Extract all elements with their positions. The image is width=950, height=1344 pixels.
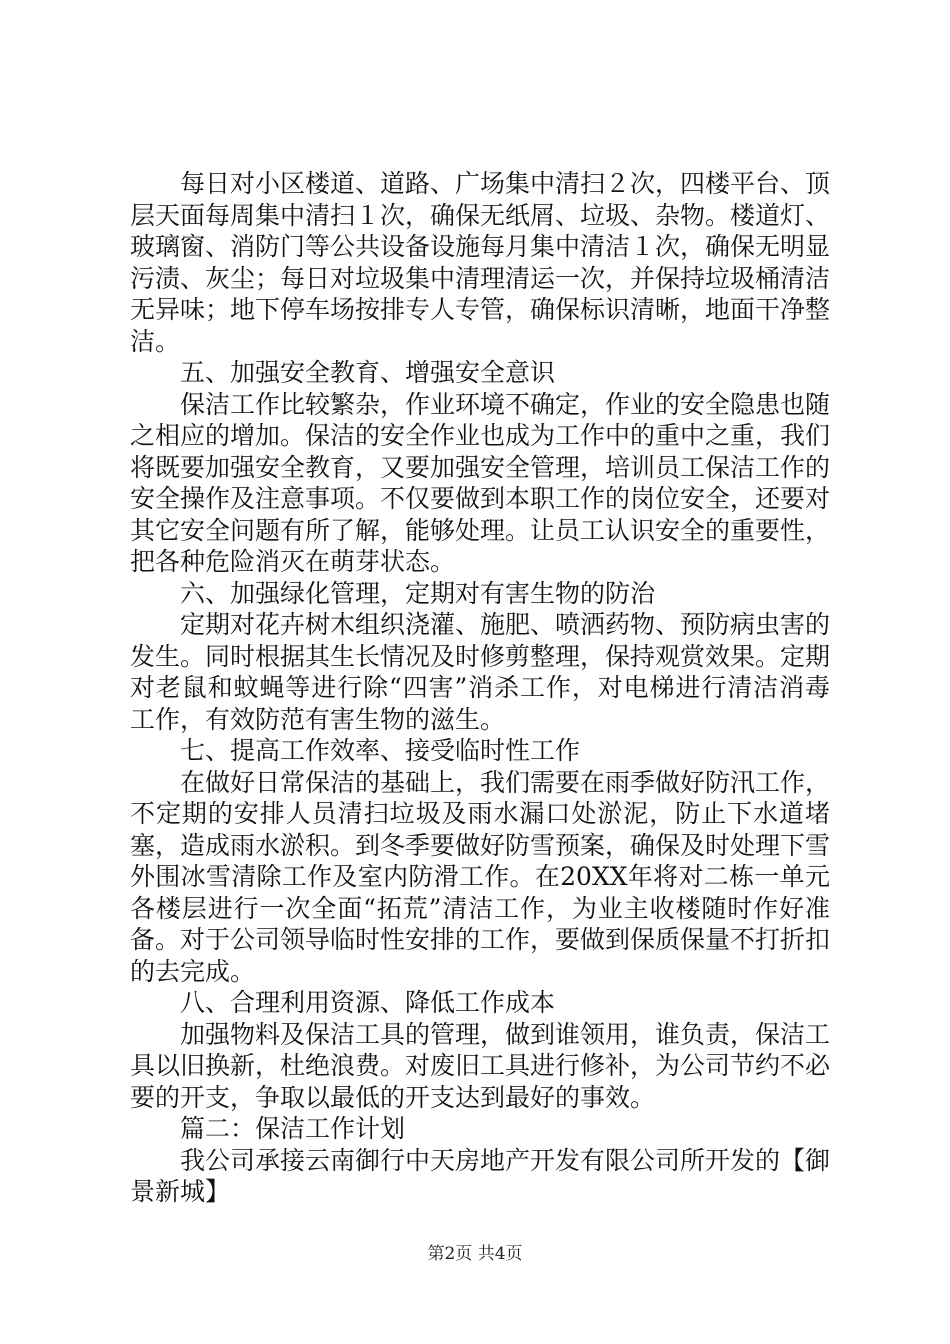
body-paragraph: 在做好日常保洁的基础上，我们需要在雨季做好防汛工作，不定期的安排人员清扫垃圾及雨水漏口处淤泥，防止下水道堵塞，造成雨水淤积。到冬季要做好防雪预案，确保及时处理下雪外围冰雪清除工作及室内防滑工作。在20XX年将对二栋一单元各楼层进行一次全面“拓荒”清洁工作，为业主收楼随时作好准备。对于公司领导临时性安排的工作，要做到保质保量不打折扣的去完成。 bbox=[130, 767, 831, 986]
section-heading: 六、加强绿化管理，定期对有害生物的防治 bbox=[180, 578, 656, 608]
body-paragraph: 我公司承接云南御行中天房地产开发有限公司所开发的【御景新城】 bbox=[130, 1145, 831, 1206]
section-heading: 七、提高工作效率、接受临时性工作 bbox=[180, 736, 581, 765]
body-paragraph: 加强物料及保洁工具的管理，做到谁领用，谁负责，保洁工具以旧换新，杜绝浪费。对废旧工具进行修补，为公司节约不必要的开支，争取以最低的开支达到最好的事效。 bbox=[130, 1019, 831, 1112]
section-heading: 篇二：保洁工作计划 bbox=[180, 1114, 406, 1143]
document-body bbox=[130, 168, 830, 1208]
page-number: 第2页 共4页 bbox=[427, 1244, 523, 1264]
section-heading: 八、合理利用资源、降低工作成本 bbox=[180, 988, 556, 1017]
body-paragraph: 每日对小区楼道、道路、广场集中清扫２次，四楼平台、顶层天面每周集中清扫１次，确保无纸屑、垃圾、杂物。楼道灯、玻璃窗、消防门等公共设备设施每月集中清洁１次，确保无明显污渍、灰尘；每日对垃圾集中清理清运一次，并保持垃圾桶清洁无异味；地下停车场按排专人专管，确保标识清晰，地面干净整洁。 bbox=[130, 169, 831, 356]
body-paragraph: 定期对花卉树木组织浇灌、施肥、喷洒药物、预防病虫害的发生。同时根据其生长情况及时修剪整理，保持观赏效果。定期对老鼠和蚊蝇等进行除“四害”消杀工作，对电梯进行清洁消毒工作，有效防范有害生物的滋生。 bbox=[130, 610, 831, 734]
section-heading: 五、加强安全教育、增强安全意识 bbox=[180, 358, 556, 387]
body-paragraph: 保洁工作比较繁杂，作业环境不确定，作业的安全隐患也随之相应的增加。保洁的安全作业也成为工作中的重中之重，我们将既要加强安全教育，又要加强安全管理，培训员工保洁工作的安全操作及注意事项。不仅要做到本职工作的岗位安全，还要对其它安全问题有所了解，能够处理。让员工认识安全的重要性，把各种危险消灭在萌芽状态。 bbox=[130, 389, 831, 576]
